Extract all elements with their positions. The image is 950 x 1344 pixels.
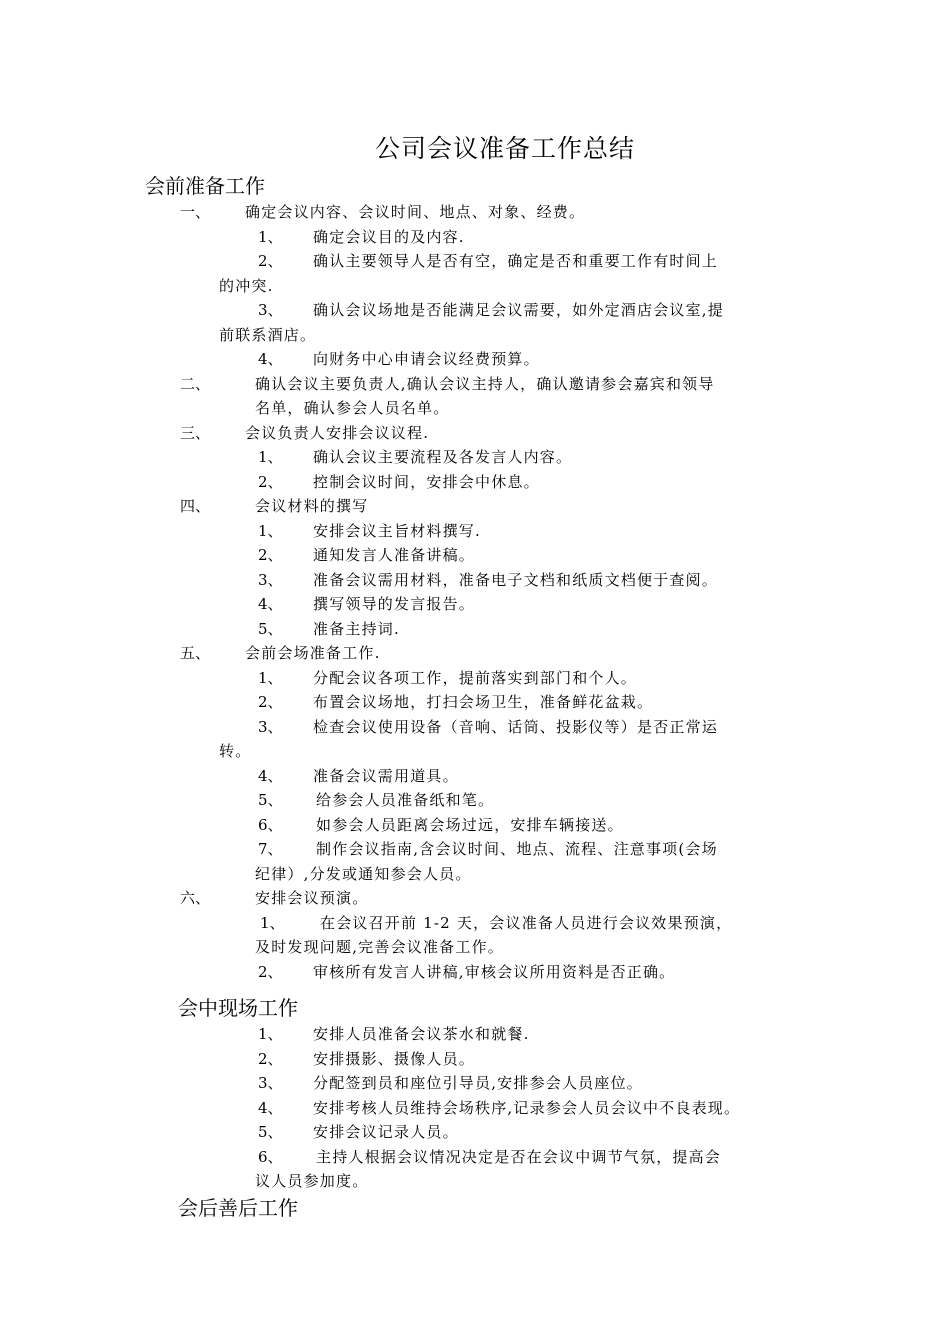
- item-text: 安排会议记录人员。: [313, 1123, 459, 1141]
- item-text-continued: 转。: [219, 742, 252, 760]
- item-text: 主持人根据会议情况决定是否在会议中调节气氛，提高会: [316, 1147, 722, 1166]
- item-text: 确认会议场地是否能满足会议需要，如外定酒店会议室,提: [313, 301, 724, 319]
- item-text: 在会议召开前 1-2 天，会议准备人员进行会议效果预演，: [320, 913, 733, 932]
- item-text-continued: 纪律）,分发或通知参会人员。: [255, 864, 472, 883]
- item-text: 布置会议场地，打扫会场卫生，准备鲜花盆栽。: [313, 693, 654, 711]
- item-number: 2、: [258, 962, 283, 981]
- section-heading: 会后善后工作: [178, 1196, 298, 1220]
- item-number: 2、: [258, 693, 283, 711]
- group-number: 二、: [180, 374, 211, 393]
- item-text: 向财务中心申请会议经费预算。: [313, 350, 540, 368]
- item-text-continued: 议人员参加度。: [255, 1172, 369, 1190]
- item-number: 4、: [258, 350, 283, 368]
- item-number: 3、: [258, 301, 283, 319]
- group-title: 确定会议内容、会议时间、地点、对象、经费。: [245, 203, 586, 221]
- section-heading: 会中现场工作: [178, 996, 298, 1020]
- item-number: 4、: [258, 766, 283, 785]
- item-text: 撰写领导的发言报告。: [313, 595, 476, 613]
- item-text: 分配会议各项工作，提前落实到部门和个人。: [313, 668, 638, 687]
- item-text: 确认主要领导人是否有空，确定是否和重要工作有时间上: [313, 252, 719, 270]
- item-number: 6、: [258, 1147, 283, 1166]
- group-number: 三、: [180, 423, 211, 442]
- group-number: 四、: [180, 497, 211, 515]
- item-text-continued: 的冲突.: [219, 276, 274, 295]
- item-number: 1、: [258, 448, 283, 466]
- group-number: 五、: [180, 644, 211, 662]
- item-text: 分配签到员和座位引导员,安排参会人员座位。: [313, 1074, 643, 1092]
- item-number: 4、: [258, 595, 283, 613]
- item-text: 确定会议目的及内容.: [313, 227, 465, 246]
- item-text: 安排会议主旨材料撰写.: [313, 521, 481, 540]
- item-number: 1、: [260, 913, 285, 932]
- item-number: 1、: [258, 521, 283, 540]
- section-heading: 会前准备工作: [145, 174, 265, 198]
- item-text: 如参会人员距离会场过远，安排车辆接送。: [316, 815, 624, 834]
- item-text: 给参会人员准备纸和笔。: [316, 791, 495, 809]
- item-text: 安排考核人员维持会场秩序,记录参会人员会议中不良表现。: [313, 1098, 741, 1117]
- item-number: 5、: [258, 1123, 283, 1141]
- group-title-continued: 名单，确认参会人员名单。: [255, 399, 450, 417]
- item-text: 安排人员准备会议茶水和就餐.: [313, 1025, 530, 1043]
- item-number: 1、: [258, 227, 283, 246]
- item-text: 准备会议需用材料，准备电子文档和纸质文档便于查阅。: [313, 570, 719, 589]
- item-number: 2、: [258, 472, 283, 491]
- page-title: 公司会议准备工作总结: [374, 134, 635, 163]
- item-number: 2、: [258, 252, 283, 270]
- group-number: 一、: [180, 203, 211, 221]
- group-title: 会议材料的撰写: [255, 497, 369, 515]
- item-text: 检查会议使用设备（音响、话筒、投影仪等）是否正常运: [313, 717, 719, 736]
- item-number: 3、: [258, 570, 283, 589]
- item-text: 通知发言人准备讲稿。: [313, 546, 476, 564]
- item-text-continued: 前联系酒店。: [219, 325, 317, 344]
- item-number: 6、: [258, 815, 283, 834]
- group-title: 会前会场准备工作.: [245, 644, 381, 662]
- item-number: 1、: [258, 668, 283, 687]
- item-number: 2、: [258, 1049, 283, 1068]
- item-number: 7、: [258, 840, 283, 858]
- group-title: 确认会议主要负责人,确认会议主持人，确认邀请参会嘉宾和领导: [255, 374, 715, 393]
- item-number: 4、: [258, 1098, 283, 1117]
- item-text: 确认会议主要流程及各发言人内容。: [313, 448, 573, 466]
- item-text: 准备会议需用道具。: [313, 766, 459, 785]
- item-number: 5、: [258, 791, 283, 809]
- item-text-continued: 及时发现问题,完善会议准备工作。: [255, 938, 504, 956]
- item-text: 审核所有发言人讲稿,审核会议所用资料是否正确。: [313, 962, 676, 981]
- item-text: 安排摄影、摄像人员。: [313, 1049, 476, 1068]
- item-number: 3、: [258, 717, 283, 736]
- item-number: 2、: [258, 546, 283, 564]
- item-text: 控制会议时间，安排会中休息。: [313, 472, 540, 491]
- group-title: 安排会议预演。: [255, 889, 369, 907]
- group-title: 会议负责人安排会议议程.: [245, 423, 430, 442]
- item-number: 3、: [258, 1074, 283, 1092]
- item-text: 制作会议指南,含会议时间、地点、流程、注意事项(会场: [316, 840, 718, 858]
- item-text: 准备主持词.: [313, 619, 400, 638]
- item-number: 1、: [258, 1025, 283, 1043]
- item-number: 5、: [258, 619, 283, 638]
- group-number: 六、: [180, 889, 211, 907]
